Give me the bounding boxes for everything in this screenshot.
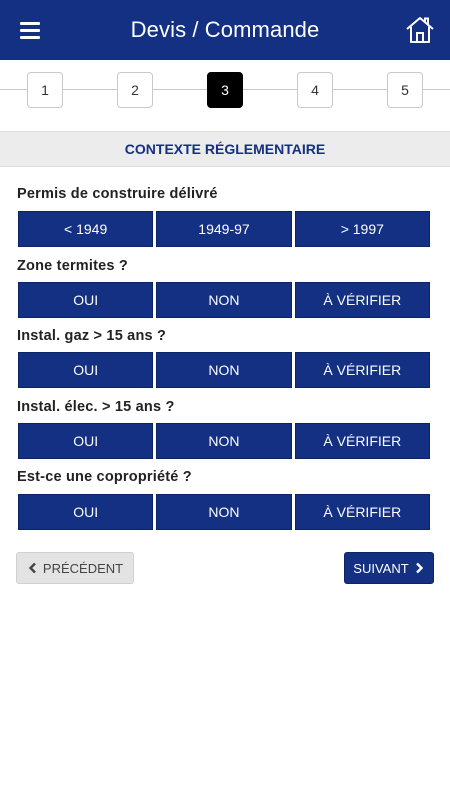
termites-verifier-button[interactable]: À VÉRIFIER <box>295 282 430 318</box>
previous-button-label: PRÉCÉDENT <box>42 560 124 576</box>
elec-oui-button[interactable]: OUI <box>18 423 153 459</box>
permis-1949-97-button[interactable]: 1949-97 <box>156 211 291 247</box>
section-title: CONTEXTE RÉGLEMENTAIRE <box>0 131 450 167</box>
next-button[interactable] <box>344 552 434 584</box>
permis-after-1997-button[interactable]: > 1997 <box>295 211 430 247</box>
copropriete-non-button[interactable]: NON <box>156 494 291 530</box>
gaz-verifier-button[interactable]: À VÉRIFIER <box>295 352 430 388</box>
permis-before-1949-button[interactable]: < 1949 <box>18 211 153 247</box>
termites-options <box>18 282 430 318</box>
question-termites-label: Zone termites ? <box>17 258 128 274</box>
question-copropriete-label: Est-ce une copropriété ? <box>17 469 192 485</box>
step-2[interactable]: 2 <box>117 72 153 108</box>
elec-options <box>18 423 430 459</box>
termites-non-button[interactable]: NON <box>156 282 291 318</box>
gaz-oui-button[interactable]: OUI <box>18 352 153 388</box>
previous-button[interactable] <box>16 552 134 584</box>
app-header <box>0 0 450 60</box>
gaz-non-button[interactable]: NON <box>156 352 291 388</box>
next-button-label: SUIVANT <box>353 560 409 576</box>
gaz-options <box>18 352 430 388</box>
elec-verifier-button[interactable]: À VÉRIFIER <box>295 423 430 459</box>
question-permis-label: Permis de construire délivré <box>17 186 218 202</box>
permis-options <box>18 211 430 247</box>
step-1[interactable]: 1 <box>27 72 63 108</box>
question-elec-label: Instal. élec. > 15 ans ? <box>17 399 175 415</box>
step-4[interactable]: 4 <box>297 72 333 108</box>
termites-oui-button[interactable]: OUI <box>18 282 153 318</box>
step-5[interactable]: 5 <box>387 72 423 108</box>
page-title: Devis / Commande <box>130 17 320 42</box>
question-gaz-label: Instal. gaz > 15 ans ? <box>17 328 167 344</box>
home-icon[interactable] <box>404 14 436 46</box>
step-indicator <box>0 60 450 122</box>
copropriete-verifier-button[interactable]: À VÉRIFIER <box>295 494 430 530</box>
chevron-left-icon <box>27 562 39 574</box>
step-3[interactable]: 3 <box>207 72 243 108</box>
copropriete-oui-button[interactable]: OUI <box>18 494 153 530</box>
chevron-right-icon <box>413 562 425 574</box>
copropriete-options <box>18 494 430 530</box>
elec-non-button[interactable]: NON <box>156 423 291 459</box>
